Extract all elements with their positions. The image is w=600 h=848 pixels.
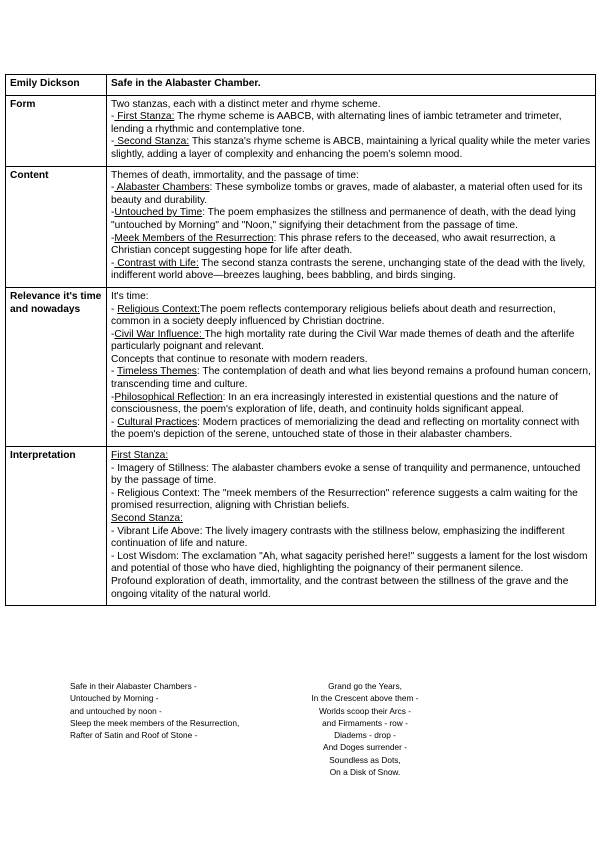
relevance-item4-text: : In an era increasingly interested in existential questions and the nature of consciousness, the poem's exploration of life, death, and continuity holds significant appeal. bbox=[111, 391, 558, 416]
content-item3-term: Meek Members of the Resurrection bbox=[114, 232, 274, 244]
relevance-item5-term: Cultural Practices bbox=[117, 416, 198, 428]
interpretation-second-heading: Second Stanza: bbox=[111, 513, 183, 524]
poem-stanza-two bbox=[300, 680, 430, 778]
interpretation-second-1: - Vibrant Life Above: The lively imagery contrasts with the stillness below, emphasizing the indifferent continuation of life and nature. bbox=[111, 525, 565, 550]
form-first-stanza: - First Stanza: The rhyme scheme is AABCB, with alternating lines of iambic tetrameter and trimeter, lending a rhythmic and contemplative tone. bbox=[111, 111, 562, 135]
relevance-item4-term: Philosophical Reflection bbox=[114, 391, 223, 403]
relevance-label: Relevance it's time and nowadays bbox=[6, 287, 107, 446]
interpretation-cell bbox=[107, 447, 596, 606]
relevance-intro: It's time: bbox=[111, 290, 149, 302]
interpretation-first-heading: First Stanza: bbox=[111, 450, 169, 462]
relevance-item1-term: Religious Context: bbox=[117, 303, 200, 315]
interpretation-first-1: - Imagery of Stillness: The alabaster chambers evoke a sense of tranquility and permanence, untouched by the passage of time. bbox=[111, 462, 581, 487]
form-label: Form bbox=[6, 95, 107, 166]
form-cell bbox=[107, 95, 596, 166]
content-cell bbox=[107, 166, 596, 287]
poem-stanza-one bbox=[70, 680, 239, 741]
content-item1-term: Alabaster Chambers bbox=[114, 182, 210, 194]
relevance-item-timeless: - Timeless Themes: The contemplation of death and what lies beyond remains a profound human concern, transcending time and culture. bbox=[111, 366, 591, 391]
interpretation-row bbox=[6, 447, 596, 606]
interpretation-first-2: - Religious Context: The "meek members of the Resurrection" reference suggests a calm waiting for the promised resurrection, aligning with Christian beliefs. bbox=[111, 487, 578, 512]
content-item4-term: Contrast with Life: bbox=[114, 257, 199, 269]
relevance-item3-term: Timeless Themes bbox=[117, 366, 197, 378]
content-item1-text: : These symbolize tombs or graves, made of alabaster, a material often used for its beauty and durability. bbox=[111, 182, 583, 206]
poem-line: and untouched by noon - bbox=[70, 705, 162, 716]
poem-line: Soundless as Dots, bbox=[329, 754, 401, 765]
content-item-contrast: - Contrast with Life: The second stanza contrasts the serene, unchanging state of the dead with the lively, indifferent world above—breezes laughing, bees babbling, and birds singing. bbox=[111, 257, 586, 282]
content-item4-text: The second stanza contrasts the serene, unchanging state of the dead with the lively, indifferent world above—breezes laughing, bees babbling, and birds singing. bbox=[111, 257, 586, 282]
content-intro: Themes of death, immortality, and the passage of time: bbox=[111, 169, 359, 181]
poem-line: In the Crescent above them - bbox=[311, 693, 419, 704]
poem-line: and Firmaments - row - bbox=[322, 717, 408, 728]
interpretation-closing: Profound exploration of death, immortality, and the contrast between the stillness of the grave and the ongoing vitality of the natural world. bbox=[111, 575, 569, 600]
poem-line: Untouched by Morning - bbox=[70, 693, 159, 704]
relevance-cell bbox=[107, 287, 596, 446]
relevance-item-cultural: - Cultural Practices: Modern practices of memorializing the dead and reflecting on mortality connect with the poem's depiction of the serene, untouched state of those in their alabaster chambers. bbox=[111, 416, 580, 441]
poem-title-cell: Safe in the Alabaster Chamber. bbox=[107, 75, 596, 96]
content-label: Content bbox=[6, 166, 107, 287]
content-item2-term: Untouched by Time bbox=[114, 207, 203, 219]
poem-line: On a Disk of Snow. bbox=[329, 767, 401, 778]
analysis-table bbox=[5, 74, 596, 606]
poem-line: Safe in their Alabaster Chambers - bbox=[70, 681, 197, 691]
content-item2-text: : The poem emphasizes the stillness and permanence of death, with the dead lying "untouched by Morning" and "Noon," signifying their detachment from the passage of time. bbox=[111, 207, 576, 231]
relevance-row bbox=[6, 287, 596, 446]
form-second-text: This stanza's rhyme scheme is ABCB, maintaining a lyrical quality while the meter varies slightly, adding a layer of complexity and enhancing the poem’s solemn mood. bbox=[111, 136, 591, 160]
relevance-item5-text: : Modern practices of memorializing the dead and reflecting on mortality connect with the poem's depiction of the serene, untouched state of those in their alabaster chambers. bbox=[111, 416, 580, 441]
form-second-stanza: - Second Stanza: This stanza's rhyme scheme is ABCB, maintaining a lyrical quality while the meter varies slightly, adding a layer of complexity and enhancing the poem’s solemn mood. bbox=[111, 136, 591, 160]
poem-line: Worlds scoop their Arcs - bbox=[318, 705, 412, 716]
content-row bbox=[6, 166, 596, 287]
relevance-item1-text: The poem reflects contemporary religious beliefs about death and resurrection, common in a society deeply influenced by Christian doctrine. bbox=[111, 303, 556, 328]
interpretation-label: Interpretation bbox=[6, 447, 107, 606]
form-second-term: Second Stanza: bbox=[114, 136, 190, 148]
relevance-mid: Concepts that continue to resonate with modern readers. bbox=[111, 353, 368, 365]
form-row bbox=[6, 95, 596, 166]
poem-line: Grand go the Years, bbox=[328, 681, 402, 691]
relevance-item-religious: - Religious Context:The poem reflects contemporary religious beliefs about death and resurrection, common in a society deeply influenced by Christian doctrine. bbox=[111, 303, 556, 328]
content-item-untouched: -Untouched by Time: The poem emphasizes the stillness and permanence of death, with the dead lying "untouched by Morning" and "Noon," signifying their detachment from the passage of time. bbox=[111, 207, 576, 231]
author-cell: Emily Dickson bbox=[6, 75, 107, 96]
header-row bbox=[6, 75, 596, 96]
form-first-text: The rhyme scheme is AABCB, with alternating lines of iambic tetrameter and trimeter, lending a rhythmic and contemplative tone. bbox=[111, 111, 562, 135]
content-item3-text: : This phrase refers to the deceased, who await resurrection, a Christian concept suggesting hope for life after death. bbox=[111, 232, 556, 257]
relevance-item-philosophical: -Philosophical Reflection: In an era increasingly interested in existential questions and the nature of consciousness, the poem's exploration of life, death, and continuity holds significant appeal. bbox=[111, 391, 558, 416]
relevance-item2-text: The high mortality rate during the Civil War made themes of death and the afterlife particularly poignant and relevant. bbox=[111, 328, 575, 353]
poem-line: Rafter of Satin and Roof of Stone - bbox=[70, 730, 198, 741]
form-intro: Two stanzas, each with a distinct meter and rhyme scheme. bbox=[111, 98, 381, 110]
poem-line: Diadems - drop - bbox=[334, 730, 396, 741]
relevance-item-civil-war: -Civil War Influence: The high mortality rate during the Civil War made themes of death and the afterlife particularly poignant and relevant. bbox=[111, 328, 575, 353]
content-item-meek: -Meek Members of the Resurrection: This phrase refers to the deceased, who await resurrection, a Christian concept suggesting hope for life after death. bbox=[111, 232, 556, 257]
relevance-item3-text: : The contemplation of death and what lies beyond remains a profound human concern, transcending time and culture. bbox=[111, 366, 591, 391]
interpretation-second-2: - Lost Wisdom: The exclamation "Ah, what sagacity perished here!" suggests a lament for the lost wisdom and potential of those who have died, highlighting the poignancy of their permanent silence. bbox=[111, 550, 588, 575]
poem-line: And Doges surrender - bbox=[323, 742, 407, 753]
form-first-term: First Stanza: bbox=[114, 111, 175, 123]
content-item-alabaster: - Alabaster Chambers: These symbolize tombs or graves, made of alabaster, a material often used for its beauty and durability. bbox=[111, 182, 583, 206]
relevance-item2-term: Civil War Influence: bbox=[114, 328, 205, 340]
poem-line: Sleep the meek members of the Resurrection, bbox=[70, 717, 240, 728]
